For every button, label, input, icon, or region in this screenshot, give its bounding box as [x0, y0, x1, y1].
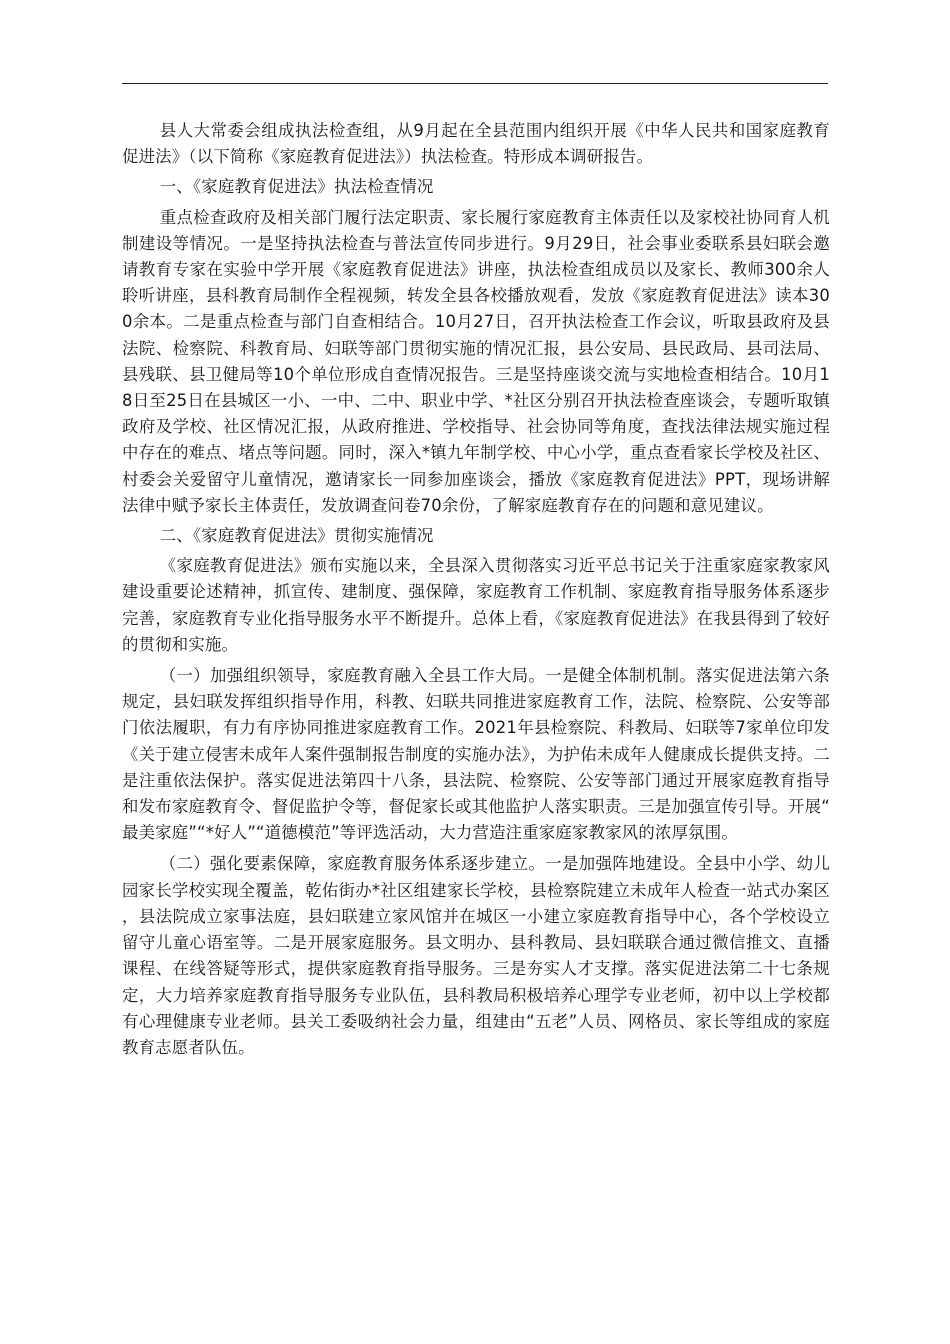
- header-rule: [122, 83, 828, 84]
- support-system-paragraph: （二）强化要素保障，家庭教育服务体系逐步建立。一是加强阵地建设。全县中小学、幼儿园家长学校实现全覆盖，乾佑街办*社区组建家长学校，县检察院建立未成年人检查一站式办案区，县法院成立家事法庭，县妇联建立家风馆并在城区一小建立家庭教育指导中心，各个学校设立留守儿童心语室等。二是开展家庭服务。县文明办、县科教局、县妇联联合通过微信推文、直播课程、在线答疑等形式，提供家庭教育指导服务。三是夯实人才支撑。落实促进法第二十七条规定，大力培养家庭教育指导服务专业队伍，县科教局积极培养心理学专业老师，初中以上学校都有心理健康专业老师。县关工委吸纳社会力量，组建由“五老”人员、网格员、家长等组成的家庭教育志愿者队伍。: [122, 854, 830, 1057]
- implementation-overview-paragraph: 《家庭教育促进法》颁布实施以来，全县深入贯彻落实习近平总书记关于注重家庭家教家风建设重要论述精神，抓宣传、建制度、强保障，家庭教育工作机制、家庭教育指导服务体系逐步完善，家庭教育专业化指导服务水平不断提升。总体上看，《家庭教育促进法》在我县得到了较好的贯彻和实施。: [122, 556, 830, 654]
- intro-paragraph: 县人大常委会组成执法检查组，从9月起在全县范围内组织开展《中华人民共和国家庭教育促进法》（以下简称《家庭教育促进法》）执法检查。特形成本调研报告。: [122, 121, 830, 167]
- inspection-paragraph: 重点检查政府及相关部门履行法定职责、家长履行家庭教育主体责任以及家校社协同育人机制建设等情况。一是坚持执法检查与普法宣传同步进行。9月29日，社会事业委联系县妇联会邀请教育专家在实验中学开展《家庭教育促进法》讲座，执法检查组成员以及家长、教师300余人聆听讲座，县科教育局制作全程视频，转发全县各校播放观看，发放《家庭教育促进法》读本300余本。二是重点检查与部门自查相结合。10月27日，召开执法检查工作会议，听取县政府及县法院、检察院、科教育局、妇联等部门贯彻实施的情况汇报，县公安局、县民政局、县司法局、县残联、县卫健局等10个单位形成自查情况报告。三是坚持座谈交流与实地检查相结合。10月18日至25日在县城区一小、一中、二中、职业中学、*社区分别召开执法检查座谈会，专题听取镇政府及学校、社区情况汇报，从政府推进、学校指导、社会协同等角度，查找法律法规实施过程中存在的难点、堵点等问题。同时，深入*镇九年制学校、中心小学，重点查看家长学校及社区、村委会关爱留守儿童情况，邀请家长一同参加座谈会，播放《家庭教育促进法》PPT，现场讲解法律中赋予家长主体责任，发放调查问卷70余份，了解家庭教育存在的问题和意见建议。: [122, 207, 830, 515]
- section-heading-1: 一、《家庭教育促进法》执法检查情况: [159, 177, 434, 197]
- document-body: [122, 118, 830, 1065]
- section-heading-2: 二、《家庭教育促进法》贯彻实施情况: [159, 526, 434, 546]
- organization-leadership-paragraph: （一）加强组织领导，家庭教育融入全县工作大局。一是健全体制机制。落实促进法第六条规定，县妇联发挥组织指导作用，科教、妇联共同推进家庭教育工作，法院、检察院、公安等部门依法履职，有力有序协同推进家庭教育工作。2021年县检察院、科教局、妇联等7家单位印发《关于建立侵害未成年人案件强制报告制度的实施办法》，为护佑未成年人健康成长提供支持。二是注重依法保护。落实促进法第四十八条，县法院、检察院、公安等部门通过开展家庭教育指导和发布家庭教育令、督促监护令等，督促家长或其他监护人落实职责。三是加强宣传引导。开展“最美家庭”“*好人”“道德模范”等评选活动，大力营造注重家庭家教家风的浓厚氛围。: [122, 666, 830, 843]
